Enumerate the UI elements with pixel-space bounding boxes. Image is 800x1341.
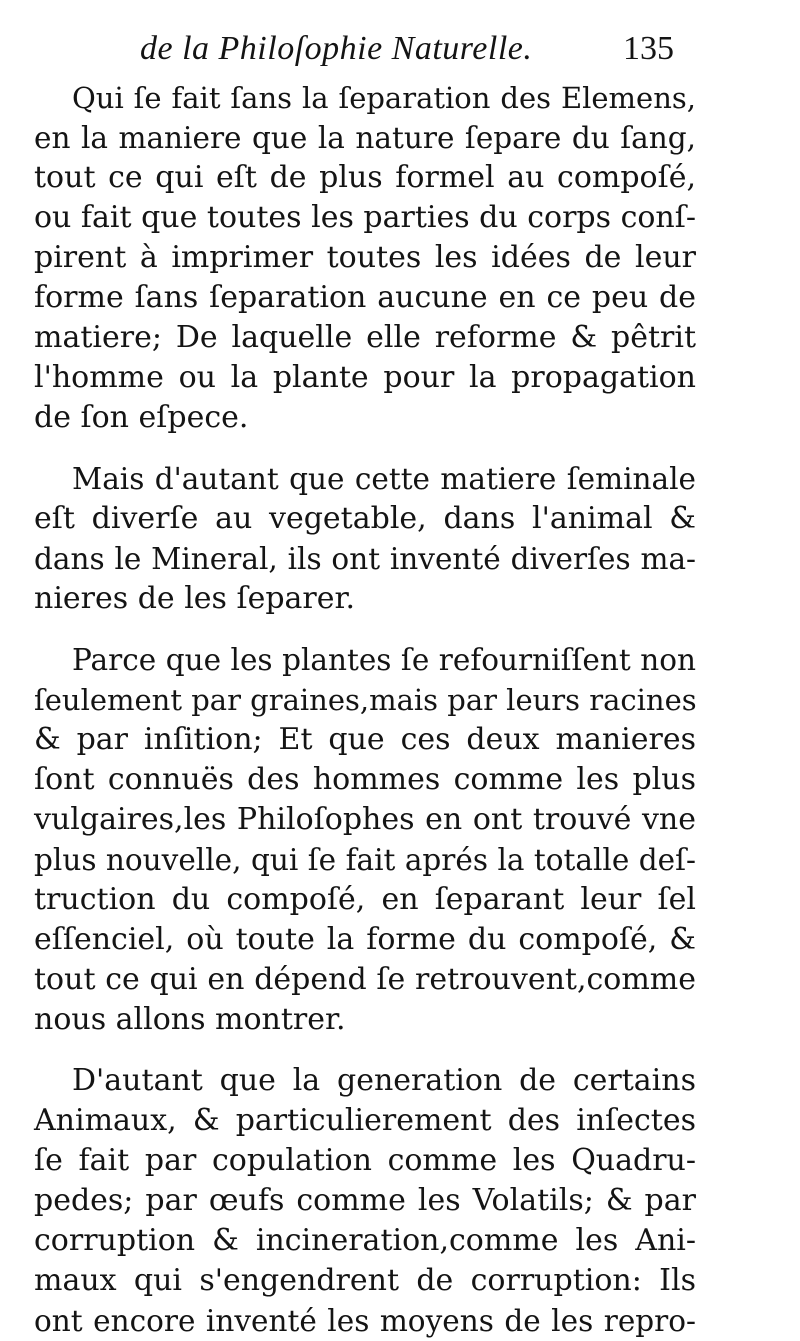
text-line: ſont connuës des hommes comme les plus xyxy=(34,762,696,797)
text-line: pirent à imprimer toutes les idées de leur xyxy=(34,240,696,275)
text-line: Mais d'autant que cette matiere ſeminale xyxy=(72,462,696,496)
text-line: truction du compoſé, en ſeparant leur ſel xyxy=(34,882,696,917)
text-line: de ſon eſpece. xyxy=(34,400,249,435)
paragraph-1 xyxy=(34,78,696,438)
text-line: dans le Mineral, ils ont inventé diverſes ma- xyxy=(34,542,696,576)
text-line: en la maniere que la nature ſepare du ſang, xyxy=(34,121,696,155)
running-title: de la Philoſophie Naturelle. xyxy=(140,30,533,67)
text-line: forme ſans ſeparation aucune en ce peu de xyxy=(34,280,696,315)
text-line: Qui ſe fait ſans la ſeparation des Elemens, xyxy=(72,81,696,115)
text-line: plus nouvelle, qui ſe fait aprés la totalle deſ- xyxy=(34,843,696,877)
text-line: Parce que les plantes ſe refourniſſent non xyxy=(72,643,696,677)
paragraph-4 xyxy=(34,1061,696,1341)
text-line: l'homme ou la plante pour la propagation xyxy=(34,360,696,395)
paragraph-3 xyxy=(34,640,696,1040)
text-line: Animaux, & particulierement des inſectes xyxy=(34,1103,696,1138)
text-line: ſeulement par graines,mais par leurs racines xyxy=(34,683,697,717)
text-line: maux qui s'engendrent de corruption: Ils xyxy=(34,1263,696,1298)
text-line: ſe fait par copulation comme les Quadru- xyxy=(34,1143,696,1178)
body-text xyxy=(34,78,696,1341)
text-line: tout ce qui eſt de plus formel au compoſé, xyxy=(34,160,696,195)
text-line: vulgaires,les Philoſophes en ont trouvé vne xyxy=(34,802,696,837)
text-line: eſſenciel, où toute la forme du compoſé, & xyxy=(34,922,696,957)
text-line: ont encore inventé les moyens de les repro- xyxy=(34,1304,696,1338)
paragraph-2 xyxy=(34,459,696,619)
running-head xyxy=(30,22,690,78)
text-line: matiere; De laquelle elle reforme & pêtrit xyxy=(34,320,696,355)
text-line: eſt diverſe au vegetable, dans l'animal & xyxy=(34,501,696,536)
text-line: tout ce qui en dépend ſe retrouvent,comme xyxy=(34,962,696,997)
text-line: ou fait que toutes les parties du corps conſ- xyxy=(34,200,696,235)
text-line: & par inſition; Et que ces deux manieres xyxy=(34,722,696,757)
page-number: 135 xyxy=(623,30,674,67)
text-line: corruption & incineration,comme les Ani- xyxy=(34,1223,696,1258)
text-line: D'autant que la generation de certains xyxy=(72,1063,696,1098)
text-line: pedes; par œufs comme les Volatils; & par xyxy=(34,1183,696,1218)
text-line: nieres de les ſeparer. xyxy=(34,581,356,616)
text-line: nous allons montrer. xyxy=(34,1002,346,1037)
